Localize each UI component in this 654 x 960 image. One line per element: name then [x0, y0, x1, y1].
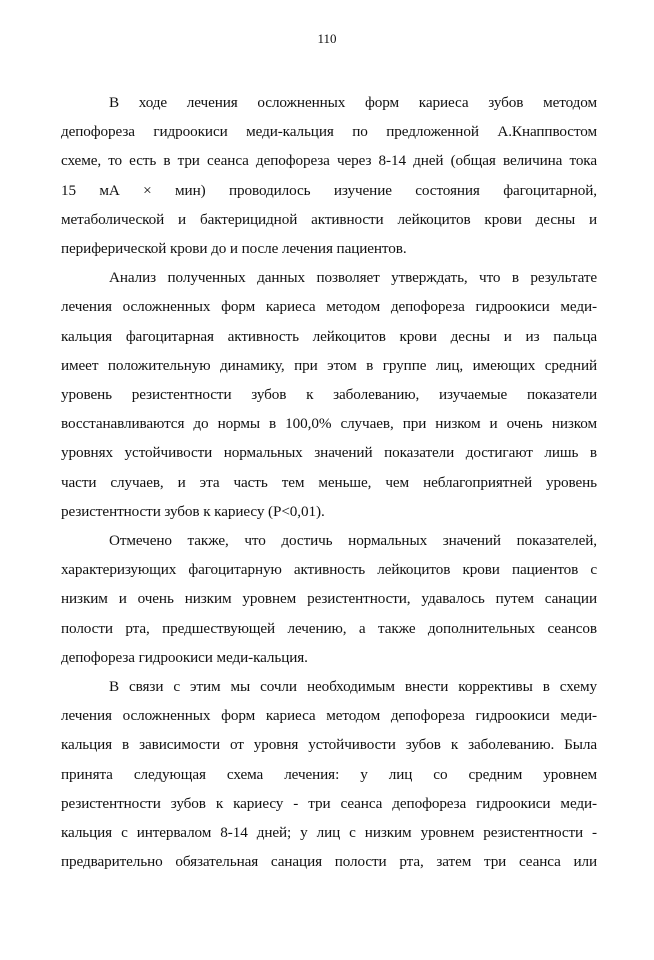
- text-line: В ходе лечения осложненных форм кариеса зубов методом: [109, 94, 597, 111]
- text-line: депофореза гидроокиси меди-кальция.: [61, 648, 308, 666]
- paragraph-1: [61, 88, 597, 263]
- page-number: 110: [317, 31, 337, 46]
- text-line: кальция с интервалом 8-14 дней; у лиц с низким уровнем резистентности -: [61, 824, 597, 842]
- text-line: Отмечено также, что достичь нормальных значений показателей,: [109, 532, 597, 550]
- text-line: восстанавливаются до нормы в 100,0% случаев, при низком и очень низком: [61, 415, 597, 433]
- text-line: части случаев, и эта часть тем меньше, чем неблагоприятней уровень: [61, 473, 597, 491]
- text-line: уровнях устойчивости нормальных значений показатели достигают лишь в: [61, 444, 597, 462]
- text-line: характеризующих фагоцитарную активность лейкоцитов крови пациентов с: [61, 561, 597, 579]
- text-line: схеме, то есть в три сеанса депофореза через 8-14 дней (общая величина тока: [61, 152, 597, 170]
- text-line: лечения осложненных форм кариеса методом депофореза гидроокиси меди-: [61, 707, 597, 725]
- paragraph-4: [61, 672, 597, 876]
- text-line: Анализ полученных данных позволяет утверждать, что в результате: [109, 269, 597, 287]
- text-line: периферической крови до и после лечения пациентов.: [61, 240, 407, 258]
- text-line: принята следующая схема лечения: у лиц со средним уровнем: [61, 765, 597, 783]
- paragraph-3: [61, 526, 597, 672]
- text-line: имеет положительную динамику, при этом в группе лиц, имеющих средний: [61, 356, 597, 374]
- paragraph-2: [61, 263, 597, 526]
- text-line: В связи с этим мы сочли необходимым внести коррективы в схему: [109, 678, 597, 696]
- text-line: уровень резистентности зубов к заболеванию, изучаемые показатели: [61, 386, 597, 404]
- text-line: метаболической и бактерицидной активности лейкоцитов крови десны и: [61, 210, 597, 228]
- body-text: [61, 88, 597, 876]
- text-line: низким и очень низким уровнем резистентности, удавалось путем санации: [61, 590, 597, 608]
- text-line: депофореза гидроокиси меди-кальция по предложенной А.Кнаппвостом: [61, 123, 597, 141]
- text-line: 15 мА × мин) проводилось изучение состояния фагоцитарной,: [61, 181, 597, 199]
- text-line: резистентности зубов к кариесу - три сеанса депофореза гидроокиси меди-: [61, 794, 597, 812]
- text-line: полости рта, предшествующей лечению, а также дополнительных сеансов: [61, 619, 597, 637]
- text-line: предварительно обязательная санация полости рта, затем три сеанса или: [61, 853, 597, 871]
- text-line: лечения осложненных форм кариеса методом депофореза гидроокиси меди-: [61, 298, 597, 316]
- text-line: кальция в зависимости от уровня устойчивости зубов к заболеванию. Была: [61, 736, 597, 754]
- text-line: резистентности зубов к кариесу (Р<0,01).: [61, 502, 325, 520]
- text-line: кальция фагоцитарная активность лейкоцитов крови десны и из пальца: [61, 327, 597, 345]
